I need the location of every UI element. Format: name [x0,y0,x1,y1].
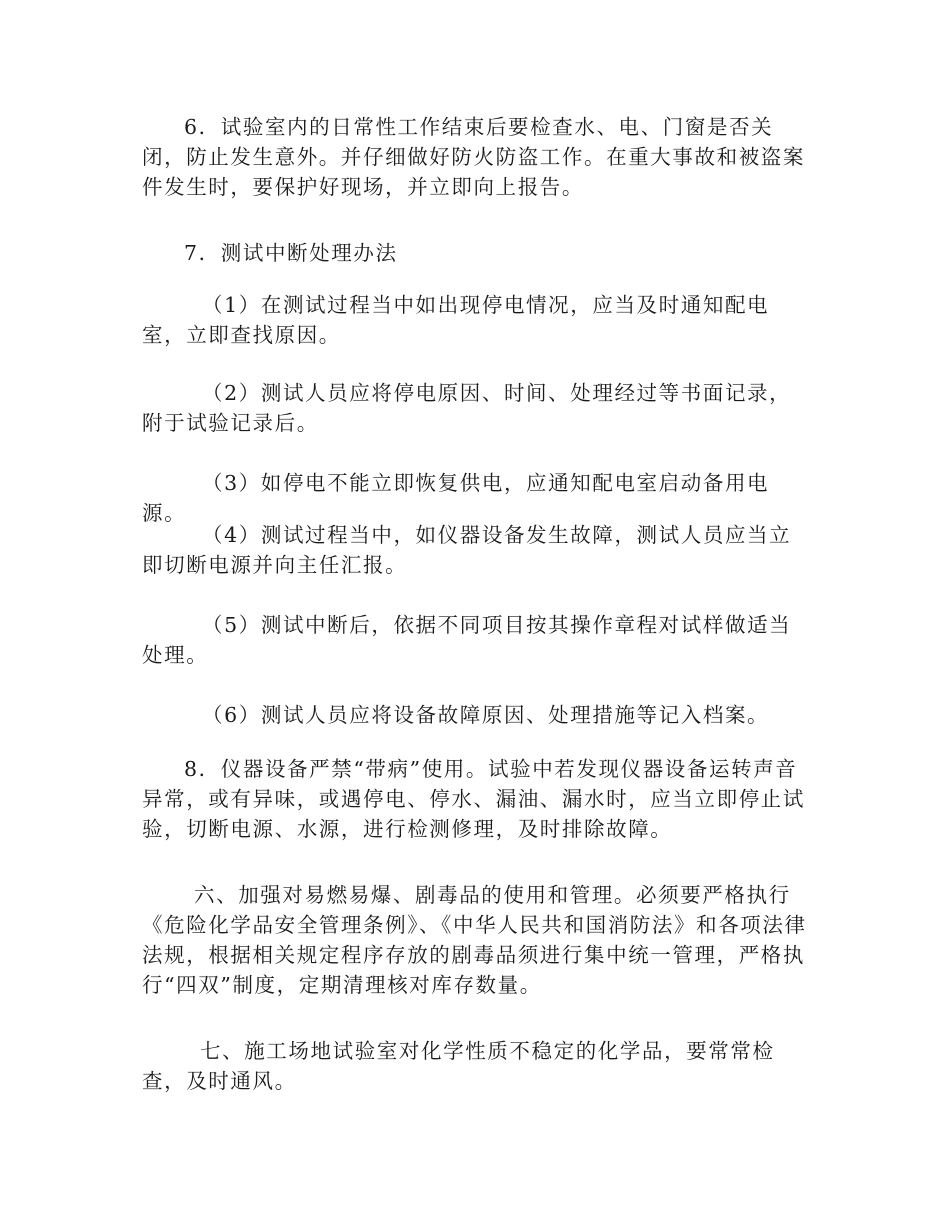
paragraph-item-6 [142,112,810,202]
paragraph-text: 8．仪器设备严禁“带病”使用。试验中若发现仪器设备运转声音异常，或有异味，或遇停电、停水、漏油、漏水时，应当立即停止试验，切断电源、水源，进行检测修理，及时排除故障。 [142,757,805,841]
paragraph-subitem-6 [142,700,810,730]
paragraph-section-six [142,880,810,1000]
paragraph-subitem-2 [142,378,810,438]
paragraph-subitem-1 [142,290,810,350]
paragraph-text: 6．试验室内的日常性工作结束后要检查水、电、门窗是否关闭，防止发生意外。并仔细做好防火防盗工作。在重大事故和被盗案件发生时，要保护好现场，并立即向上报告。 [142,115,805,199]
paragraph-section-seven [142,1036,810,1096]
paragraph-text: （2）测试人员应将停电原因、时间、处理经过等书面记录，附于试验记录后。 [142,381,792,435]
paragraph-text: 六、加强对易燃易爆、剧毒品的使用和管理。必须要严格执行《危险化学品安全管理条例》、《中华人民共和国消防法》和各项法律法规，根据相关规定程序存放的剧毒品须进行集中统一管理，严格执行“四双”制度，定期清理核对库存数量。 [142,883,807,997]
paragraph-text: 七、施工场地试验室对化学性质不稳定的化学品，要常常检查，及时通风。 [142,1039,775,1093]
paragraph-text: （3）如停电不能立即恢复供电，应通知配电室启动备用电源。 [142,471,770,525]
paragraph-subitem-4 [142,520,810,580]
paragraph-text: （4）测试过程当中，如仪器设备发生故障，测试人员应当立即切断电源并向主任汇报。 [142,523,792,577]
paragraph-text: 7．测试中断处理办法 [184,241,398,265]
paragraph-text: （5）测试中断后，依据不同项目按其操作章程对试样做适当处理。 [142,613,792,667]
paragraph-text: （6）测试人员应将设备故障原因、处理措施等记入档案。 [202,703,770,727]
paragraph-subitem-5 [142,610,810,670]
paragraph-item-7-heading [142,238,810,268]
paragraph-item-8 [142,754,810,844]
paragraph-text: （1）在测试过程当中如出现停电情况，应当及时通知配电室，立即查找原因。 [142,293,770,347]
paragraph-subitem-3 [142,468,810,528]
